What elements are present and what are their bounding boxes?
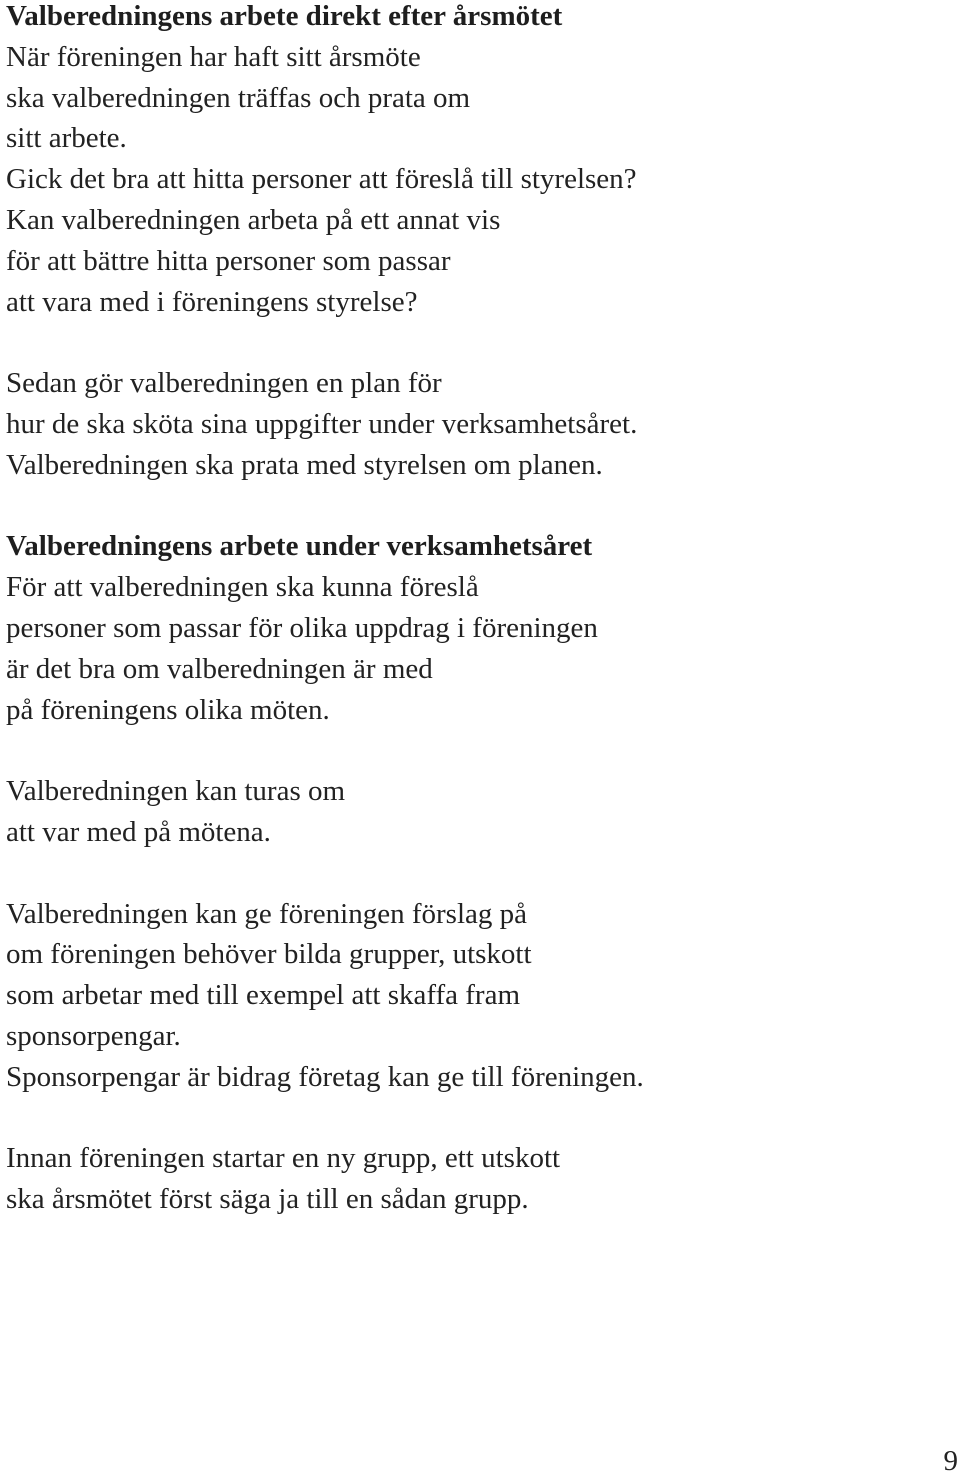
text-line: Sponsorpengar är bidrag företag kan ge till föreningen. [6,1060,644,1093]
text-line: Valberedningen kan ge föreningen förslag på [6,897,527,930]
paragraph [6,894,946,1098]
paragraph [6,1138,946,1220]
paragraph [6,567,946,730]
paragraph-spacer [6,853,946,894]
text-line: som arbetar med till exempel att skaffa fram [6,979,521,1012]
text-line: Valberedningen ska prata med styrelsen om planen. [6,448,603,481]
text-line: Valberedningen kan turas om [6,775,346,808]
text-line: ska årsmötet först säga ja till en sådan grupp. [6,1183,529,1216]
text-line: sitt arbete. [6,122,127,155]
paragraph-spacer [6,322,946,363]
section-during-operating-year [6,526,946,1220]
section-after-annual-meeting [6,0,946,486]
text-line: att vara med i föreningens styrelse? [6,285,418,318]
paragraph-spacer [6,1098,946,1139]
text-line: om föreningen behöver bilda grupper, utskott [6,938,532,971]
text-line: För att valberedningen ska kunna föreslå [6,571,479,604]
text-line: för att bättre hitta personer som passar [6,244,451,277]
page-number: 9 [943,1445,958,1477]
text-line: hur de ska sköta sina uppgifter under verksamhetsåret. [6,407,638,440]
text-line: på föreningens olika möten. [6,693,330,726]
text-line: ska valberedningen träffas och prata om [6,81,471,114]
text-line: Kan valberedningen arbeta på ett annat vis [6,203,501,236]
text-line: att var med på mötena. [6,815,271,848]
paragraph [6,363,946,485]
text-line: är det bra om valberedningen är med [6,652,433,685]
section-heading: Valberedningens arbete under verksamhetsåret [6,530,593,563]
text-line: Sedan gör valberedningen en plan för [6,367,442,400]
text-line: personer som passar för olika uppdrag i föreningen [6,611,598,644]
text-line: sponsorpengar. [6,1019,181,1052]
paragraph [6,37,946,323]
section-heading: Valberedningens arbete direkt efter årsmötet [6,0,563,32]
text-line: När föreningen har haft sitt årsmöte [6,40,421,73]
text-line: Innan föreningen startar en ny grupp, ett utskott [6,1142,561,1175]
section-spacer [6,486,946,527]
text-line: Gick det bra att hitta personer att föreslå till styrelsen? [6,163,637,196]
paragraph-spacer [6,730,946,771]
paragraph [6,771,946,853]
document-body [6,0,946,1220]
